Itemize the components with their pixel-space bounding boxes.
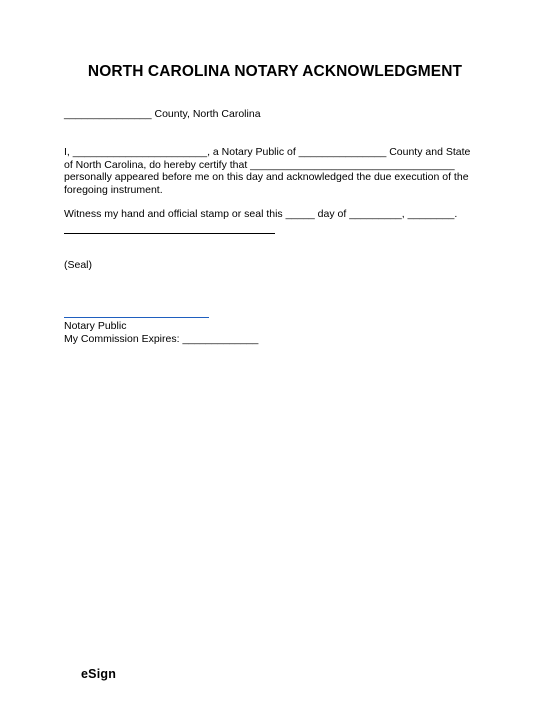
certification-paragraph <box>64 146 488 196</box>
commission-expires-line: My Commission Expires: _____________ <box>64 333 259 345</box>
paragraph-line: foregoing instrument. <box>64 183 163 196</box>
notary-signature-field[interactable] <box>64 317 209 318</box>
signature-line <box>64 233 275 234</box>
esign-logo: eSign <box>81 667 117 681</box>
paragraph-line: of North Carolina, do hereby certify that ___________________________________ <box>64 158 455 171</box>
seal-label: (Seal) <box>64 259 93 271</box>
paragraph-line: personally appeared before me on this day and acknowledged the due execution of the <box>64 171 469 183</box>
county-line: _______________ County, North Carolina <box>64 108 261 120</box>
witness-line: Witness my hand and official stamp or seal this _____ day of _________, ________. <box>64 208 458 220</box>
document-title: NORTH CAROLINA NOTARY ACKNOWLEDGMENT <box>87 63 463 80</box>
paragraph-line: I, _______________________, a Notary Public of _______________ County and State <box>64 146 471 158</box>
notary-public-label: Notary Public <box>64 320 127 332</box>
